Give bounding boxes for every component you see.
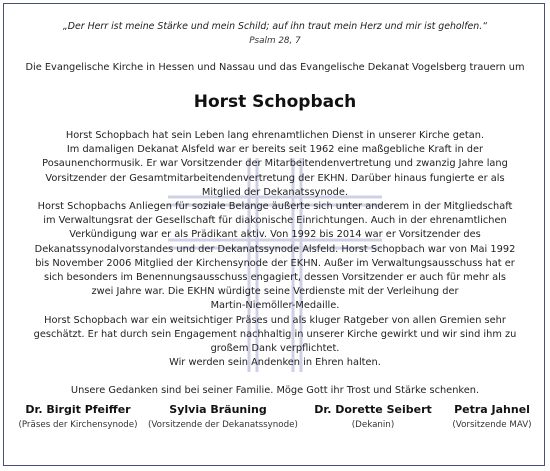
body-line: Mitglied der Dekanatssynode. <box>201 186 349 198</box>
signer-pfeiffer <box>12 403 144 430</box>
signer-jahnel <box>440 403 544 430</box>
body-line: Vorsitzender der Gesamtmitarbeitendenvertretung der EKHN. Darüber hinaus fungierte er als <box>45 172 505 184</box>
body-line: zwei Jahre war. Die EKHN würdigte seine Verdienste mit der Verleihung der <box>91 286 459 298</box>
body-line: Martin-Niemöller-Medaille. <box>210 300 340 312</box>
verse-reference: Psalm 28, 7 <box>249 36 301 46</box>
body-line: Horst Schopbachs Anliegen für soziale Belange äußerte sich unter anderem in der Mitgliedschaft <box>37 201 513 213</box>
signer-name: Dr. Birgit Pfeiffer <box>25 403 131 416</box>
signer-name: Petra Jahnel <box>454 403 530 416</box>
closing-thanks: Unsere Gedanken sind bei seiner Familie. Möge Gott ihr Trost und Stärke schenken. <box>70 385 480 396</box>
signer-name: Sylvia Bräuning <box>169 403 267 416</box>
body-line: sich besonders im Benennungsausschuss engagiert, dessen Vorsitzender er auch für mehr als <box>43 272 507 284</box>
intro-text: Die Evangelische Kirche in Hessen und Nassau und das Evangelische Dekanat Vogelsberg trauern um <box>25 62 525 73</box>
body-line: Posaunenchormusik. Er war Vorsitzender der Mitarbeitendenvertretung und zwanzig Jahre lang <box>42 158 508 170</box>
body-line: im Verwaltungsrat der Gesellschaft für diakonische Einrichtungen. Auch in der ehrenamtlichen <box>43 215 507 227</box>
body-line: Im damaligen Dekanat Alsfeld war er bereits seit 1962 eine maßgebliche Kraft in der <box>66 144 484 156</box>
body-line: großem Dank verpflichtet. <box>210 343 340 355</box>
body-line: Dekanatssynodalvorstandes und der Dekanatssynode Alsfeld. Horst Schopbach war von Mai 1992 <box>34 243 516 255</box>
signer-name: Dr. Dorette Seibert <box>314 403 432 416</box>
body-line: geschätzt. Er hat durch sein Engagement nachhaltig in unserer Kirche gewirkt und wir sind ihm zu <box>33 328 517 340</box>
signer-role: (Dekanin) <box>351 420 395 430</box>
body-line: bis November 2006 Mitglied der Kirchensynode der EKHN. Außer im Verwaltungsausschuss hat er <box>35 257 515 269</box>
bible-verse: „Der Herr ist meine Stärke und mein Schild; auf ihn traut mein Herz und mir ist geholfen.“ <box>62 21 488 32</box>
body-line: Horst Schopbach hat sein Leben lang ehrenamtlichen Dienst in unserer Kirche getan. <box>65 130 485 141</box>
signatories <box>0 403 550 459</box>
body-line: Verkündigung war er als Prädikant aktiv. Von 1992 bis 2014 war er Vorsitzender des <box>69 229 481 241</box>
body-line: Wir werden sein Andenken in Ehren halten. <box>169 357 381 369</box>
obituary-body <box>20 129 530 370</box>
signer-seibert <box>303 403 443 430</box>
body-line: Horst Schopbach war ein weitsichtiger Präses und als kluger Ratgeber von allen Gremien sehr <box>44 314 506 326</box>
signer-role: (Vorsitzende MAV) <box>452 420 532 430</box>
deceased-name: Horst Schopbach <box>193 92 357 112</box>
signer-braeuning <box>148 403 298 430</box>
signer-role: (Vorsitzende der Dekanatssynode) <box>148 420 298 430</box>
signer-role: (Präses der Kirchensynode) <box>18 420 138 430</box>
